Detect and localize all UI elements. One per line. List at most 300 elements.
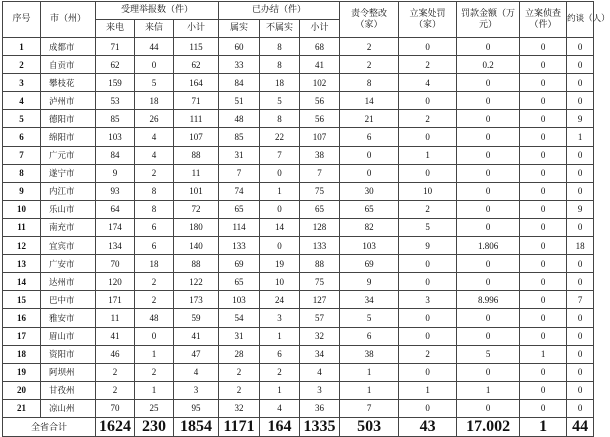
cell-letter: 44 — [135, 38, 174, 56]
cell-fine: 0 — [457, 128, 520, 146]
cell-index: 11 — [3, 218, 41, 236]
cell-letter: 1 — [135, 381, 174, 399]
cell-fine: 0 — [457, 182, 520, 200]
cell-done-subtotal: 65 — [300, 200, 340, 218]
cell-done-subtotal: 56 — [300, 110, 340, 128]
cell-letter: 5 — [135, 74, 174, 92]
cell-rectify: 34 — [340, 291, 399, 309]
cell-penalty: 2 — [399, 200, 457, 218]
cell-received-subtotal: 122 — [174, 273, 219, 291]
cell-city: 眉山市 — [41, 327, 96, 345]
cell-done-false: 8 — [260, 110, 300, 128]
total-letter: 230 — [135, 417, 174, 436]
total-row — [3, 417, 594, 436]
total-received-subtotal: 1854 — [174, 417, 219, 436]
cell-interview: 0 — [567, 74, 594, 92]
cell-rectify: 2 — [340, 56, 399, 74]
header-penalty-cases: 立案处罚（家） — [399, 2, 457, 38]
cell-investigation: 0 — [520, 110, 567, 128]
cell-done-subtotal: 32 — [300, 327, 340, 345]
cell-fine: 0 — [457, 146, 520, 164]
header-done-false: 不属实 — [260, 20, 300, 38]
cell-done-subtotal: 107 — [300, 128, 340, 146]
total-done-true: 1171 — [219, 417, 260, 436]
cell-done-false: 6 — [260, 345, 300, 363]
cell-done-true: 31 — [219, 146, 260, 164]
cell-received-subtotal: 101 — [174, 182, 219, 200]
cell-penalty: 0 — [399, 327, 457, 345]
cell-penalty: 1 — [399, 381, 457, 399]
cell-penalty: 2 — [399, 345, 457, 363]
cell-index: 21 — [3, 399, 41, 417]
cell-done-subtotal: 38 — [300, 146, 340, 164]
cell-investigation: 0 — [520, 309, 567, 327]
header-received-letter: 来信 — [135, 20, 174, 38]
cell-investigation: 0 — [520, 56, 567, 74]
cell-received-subtotal: 107 — [174, 128, 219, 146]
cell-phone: 71 — [96, 38, 135, 56]
table-row — [3, 345, 594, 363]
table-body — [3, 38, 594, 418]
cell-penalty: 5 — [399, 218, 457, 236]
cell-investigation: 0 — [520, 291, 567, 309]
cell-done-false: 1 — [260, 327, 300, 345]
cell-done-false: 0 — [260, 164, 300, 182]
cell-done-true: 69 — [219, 255, 260, 273]
cell-penalty: 0 — [399, 255, 457, 273]
cell-phone: 120 — [96, 273, 135, 291]
report-table-container — [2, 1, 610, 437]
cell-index: 6 — [3, 128, 41, 146]
table-row — [3, 128, 594, 146]
cell-index: 2 — [3, 56, 41, 74]
cell-phone: 171 — [96, 291, 135, 309]
cell-interview: 0 — [567, 381, 594, 399]
table-row — [3, 38, 594, 56]
cell-index: 16 — [3, 309, 41, 327]
cell-fine: 0 — [457, 218, 520, 236]
cell-index: 9 — [3, 182, 41, 200]
cell-fine: 1 — [457, 381, 520, 399]
cell-interview: 0 — [567, 218, 594, 236]
table-row — [3, 309, 594, 327]
cell-done-true: 28 — [219, 345, 260, 363]
cell-penalty: 0 — [399, 128, 457, 146]
cell-interview: 0 — [567, 255, 594, 273]
header-received-group: 受理举报数（件） — [96, 2, 219, 20]
cell-rectify: 0 — [340, 164, 399, 182]
cell-city: 达州市 — [41, 273, 96, 291]
cell-penalty: 0 — [399, 273, 457, 291]
cell-city: 攀枝花 — [41, 74, 96, 92]
cell-phone: 70 — [96, 255, 135, 273]
cell-rectify: 7 — [340, 399, 399, 417]
cell-fine: 0 — [457, 200, 520, 218]
cell-done-subtotal: 68 — [300, 38, 340, 56]
cell-phone: 85 — [96, 110, 135, 128]
cell-fine: 0 — [457, 273, 520, 291]
header-received-phone: 来电 — [96, 20, 135, 38]
cell-index: 15 — [3, 291, 41, 309]
cell-received-subtotal: 62 — [174, 56, 219, 74]
cell-interview: 0 — [567, 327, 594, 345]
cell-letter: 18 — [135, 92, 174, 110]
cell-rectify: 69 — [340, 255, 399, 273]
table-row — [3, 74, 594, 92]
cell-index: 10 — [3, 200, 41, 218]
cell-interview: 9 — [567, 200, 594, 218]
cell-letter: 4 — [135, 128, 174, 146]
cell-letter: 4 — [135, 146, 174, 164]
cell-done-false: 0 — [260, 237, 300, 255]
cell-city: 雅安市 — [41, 309, 96, 327]
cell-letter: 8 — [135, 182, 174, 200]
table-row — [3, 381, 594, 399]
cell-done-subtotal: 127 — [300, 291, 340, 309]
cell-investigation: 0 — [520, 363, 567, 381]
cell-received-subtotal: 88 — [174, 255, 219, 273]
header-fine-amount: 罚款金额（万元） — [457, 2, 520, 38]
cell-done-true: 33 — [219, 56, 260, 74]
cell-received-subtotal: 115 — [174, 38, 219, 56]
cell-phone: 103 — [96, 128, 135, 146]
header-city: 市（州） — [41, 2, 96, 38]
cell-done-false: 22 — [260, 128, 300, 146]
cell-phone: 93 — [96, 182, 135, 200]
cell-rectify: 30 — [340, 182, 399, 200]
cell-fine: 0 — [457, 309, 520, 327]
cell-done-true: 31 — [219, 327, 260, 345]
cell-done-true: 133 — [219, 237, 260, 255]
cell-index: 3 — [3, 74, 41, 92]
cell-phone: 41 — [96, 327, 135, 345]
cell-index: 20 — [3, 381, 41, 399]
cell-interview: 0 — [567, 146, 594, 164]
cell-penalty: 0 — [399, 363, 457, 381]
table-row — [3, 327, 594, 345]
cell-city: 德阳市 — [41, 110, 96, 128]
cell-done-false: 14 — [260, 218, 300, 236]
table-header — [3, 2, 610, 38]
cell-done-false: 8 — [260, 38, 300, 56]
cell-investigation: 0 — [520, 237, 567, 255]
cell-city: 广元市 — [41, 146, 96, 164]
cell-done-true: 84 — [219, 74, 260, 92]
cell-rectify: 103 — [340, 237, 399, 255]
cell-received-subtotal: 111 — [174, 110, 219, 128]
cell-done-subtotal: 57 — [300, 309, 340, 327]
cell-fine: 0 — [457, 255, 520, 273]
total-fine: 17.002 — [457, 417, 520, 436]
cell-received-subtotal: 140 — [174, 237, 219, 255]
table-row — [3, 56, 594, 74]
cell-done-false: 1 — [260, 182, 300, 200]
cell-letter: 25 — [135, 399, 174, 417]
cell-done-false: 3 — [260, 309, 300, 327]
cell-investigation: 0 — [520, 255, 567, 273]
cell-fine: 0 — [457, 74, 520, 92]
cell-done-subtotal: 75 — [300, 273, 340, 291]
cell-index: 7 — [3, 146, 41, 164]
header-received-subtotal: 小计 — [174, 20, 219, 38]
cell-received-subtotal: 41 — [174, 327, 219, 345]
cell-done-subtotal: 75 — [300, 182, 340, 200]
total-done-subtotal: 1335 — [300, 417, 340, 436]
cell-index: 19 — [3, 363, 41, 381]
cell-interview: 0 — [567, 273, 594, 291]
cell-letter: 6 — [135, 218, 174, 236]
cell-done-subtotal: 128 — [300, 218, 340, 236]
cell-phone: 134 — [96, 237, 135, 255]
cell-penalty: 0 — [399, 92, 457, 110]
table-footer — [3, 417, 594, 436]
cell-done-true: 54 — [219, 309, 260, 327]
cell-investigation: 0 — [520, 381, 567, 399]
cell-index: 17 — [3, 327, 41, 345]
cell-city: 乐山市 — [41, 200, 96, 218]
cell-received-subtotal: 180 — [174, 218, 219, 236]
cell-fine: 0.2 — [457, 56, 520, 74]
table-row — [3, 92, 594, 110]
cell-penalty: 4 — [399, 74, 457, 92]
table-row — [3, 237, 594, 255]
cell-interview: 0 — [567, 399, 594, 417]
cell-done-true: 65 — [219, 273, 260, 291]
header-done-subtotal: 小计 — [300, 20, 340, 38]
cell-interview: 0 — [567, 182, 594, 200]
cell-done-subtotal: 4 — [300, 363, 340, 381]
cell-fine: 0 — [457, 399, 520, 417]
table-row — [3, 399, 594, 417]
cell-index: 1 — [3, 38, 41, 56]
cell-city: 巴中市 — [41, 291, 96, 309]
cell-rectify: 9 — [340, 273, 399, 291]
cell-done-true: 74 — [219, 182, 260, 200]
total-phone: 1624 — [96, 417, 135, 436]
cell-fine: 1.806 — [457, 237, 520, 255]
cell-phone: 11 — [96, 309, 135, 327]
total-interview: 44 — [567, 417, 594, 436]
cell-letter: 26 — [135, 110, 174, 128]
cell-penalty: 0 — [399, 38, 457, 56]
cell-interview: 7 — [567, 291, 594, 309]
total-investigation: 1 — [520, 417, 567, 436]
cell-interview: 0 — [567, 309, 594, 327]
cell-received-subtotal: 72 — [174, 200, 219, 218]
cell-investigation: 0 — [520, 38, 567, 56]
cell-phone: 9 — [96, 164, 135, 182]
cell-investigation: 0 — [520, 182, 567, 200]
header-investigation: 立案侦查（件） — [520, 2, 567, 38]
header-index: 序号 — [3, 2, 41, 38]
cell-letter: 2 — [135, 273, 174, 291]
cell-done-subtotal: 88 — [300, 255, 340, 273]
cell-done-true: 60 — [219, 38, 260, 56]
cell-fine: 8.996 — [457, 291, 520, 309]
cell-fine: 5 — [457, 345, 520, 363]
cell-received-subtotal: 59 — [174, 309, 219, 327]
cell-received-subtotal: 4 — [174, 363, 219, 381]
header-rectify: 责令整改（家） — [340, 2, 399, 38]
cell-city: 资阳市 — [41, 345, 96, 363]
cell-letter: 18 — [135, 255, 174, 273]
cell-city: 成都市 — [41, 38, 96, 56]
cell-done-false: 4 — [260, 399, 300, 417]
cell-fine: 0 — [457, 38, 520, 56]
cell-rectify: 1 — [340, 381, 399, 399]
cell-done-subtotal: 102 — [300, 74, 340, 92]
cell-city: 宜宾市 — [41, 237, 96, 255]
cell-done-subtotal: 56 — [300, 92, 340, 110]
cell-interview: 0 — [567, 363, 594, 381]
cell-penalty: 1 — [399, 146, 457, 164]
cell-fine: 0 — [457, 110, 520, 128]
cell-investigation: 0 — [520, 128, 567, 146]
table-row — [3, 218, 594, 236]
cell-phone: 159 — [96, 74, 135, 92]
cell-rectify: 5 — [340, 309, 399, 327]
cell-rectify: 8 — [340, 74, 399, 92]
cell-interview: 0 — [567, 38, 594, 56]
cell-investigation: 0 — [520, 74, 567, 92]
cell-city: 遂宁市 — [41, 164, 96, 182]
cell-done-subtotal: 133 — [300, 237, 340, 255]
cell-penalty: 0 — [399, 164, 457, 182]
cell-done-subtotal: 36 — [300, 399, 340, 417]
cell-rectify: 6 — [340, 128, 399, 146]
cell-done-true: 103 — [219, 291, 260, 309]
cell-letter: 2 — [135, 363, 174, 381]
cell-received-subtotal: 173 — [174, 291, 219, 309]
cell-letter: 2 — [135, 291, 174, 309]
cell-fine: 0 — [457, 327, 520, 345]
cell-investigation: 1 — [520, 345, 567, 363]
header-interview: 约谈（人） — [567, 2, 594, 38]
cell-letter: 6 — [135, 237, 174, 255]
cell-investigation: 0 — [520, 164, 567, 182]
cell-phone: 2 — [96, 363, 135, 381]
cell-interview: 9 — [567, 110, 594, 128]
cell-done-false: 10 — [260, 273, 300, 291]
cell-fine: 0 — [457, 363, 520, 381]
table-row — [3, 291, 594, 309]
cell-penalty: 10 — [399, 182, 457, 200]
cell-done-false: 1 — [260, 381, 300, 399]
cell-city: 阿坝州 — [41, 363, 96, 381]
total-done-false: 164 — [260, 417, 300, 436]
cell-done-false: 24 — [260, 291, 300, 309]
cell-done-true: 2 — [219, 381, 260, 399]
cell-phone: 64 — [96, 200, 135, 218]
cell-letter: 1 — [135, 345, 174, 363]
cell-penalty: 2 — [399, 56, 457, 74]
cell-received-subtotal: 11 — [174, 164, 219, 182]
cell-letter: 8 — [135, 200, 174, 218]
cell-done-false: 5 — [260, 92, 300, 110]
cell-phone: 70 — [96, 399, 135, 417]
cell-interview: 18 — [567, 237, 594, 255]
cell-done-false: 0 — [260, 200, 300, 218]
cell-investigation: 0 — [520, 273, 567, 291]
cell-done-subtotal: 3 — [300, 381, 340, 399]
cell-received-subtotal: 71 — [174, 92, 219, 110]
total-penalty: 43 — [399, 417, 457, 436]
cell-penalty: 3 — [399, 291, 457, 309]
cell-done-false: 19 — [260, 255, 300, 273]
cell-rectify: 21 — [340, 110, 399, 128]
cell-rectify: 65 — [340, 200, 399, 218]
cell-investigation: 0 — [520, 200, 567, 218]
cell-done-false: 7 — [260, 146, 300, 164]
cell-done-subtotal: 41 — [300, 56, 340, 74]
total-label: 全省合计 — [3, 417, 96, 436]
cell-fine: 0 — [457, 92, 520, 110]
cell-received-subtotal: 47 — [174, 345, 219, 363]
cell-city: 甘孜州 — [41, 381, 96, 399]
cell-fine: 0 — [457, 164, 520, 182]
cell-done-true: 114 — [219, 218, 260, 236]
statistics-table — [2, 1, 610, 437]
cell-investigation: 0 — [520, 218, 567, 236]
cell-phone: 174 — [96, 218, 135, 236]
cell-done-true: 51 — [219, 92, 260, 110]
cell-done-true: 65 — [219, 200, 260, 218]
cell-done-subtotal: 34 — [300, 345, 340, 363]
cell-letter: 0 — [135, 56, 174, 74]
cell-received-subtotal: 164 — [174, 74, 219, 92]
cell-city: 广安市 — [41, 255, 96, 273]
cell-interview: 0 — [567, 345, 594, 363]
cell-letter: 48 — [135, 309, 174, 327]
cell-done-true: 48 — [219, 110, 260, 128]
cell-rectify: 14 — [340, 92, 399, 110]
cell-penalty: 9 — [399, 237, 457, 255]
table-row — [3, 164, 594, 182]
cell-rectify: 6 — [340, 327, 399, 345]
cell-index: 13 — [3, 255, 41, 273]
cell-interview: 0 — [567, 56, 594, 74]
cell-city: 自贡市 — [41, 56, 96, 74]
cell-index: 4 — [3, 92, 41, 110]
cell-index: 14 — [3, 273, 41, 291]
table-row — [3, 273, 594, 291]
cell-city: 南充市 — [41, 218, 96, 236]
cell-done-false: 2 — [260, 363, 300, 381]
header-done-group: 已办结（件） — [219, 2, 340, 20]
cell-phone: 53 — [96, 92, 135, 110]
cell-received-subtotal: 3 — [174, 381, 219, 399]
table-row — [3, 255, 594, 273]
cell-rectify: 2 — [340, 38, 399, 56]
cell-interview: 0 — [567, 92, 594, 110]
cell-done-false: 18 — [260, 74, 300, 92]
cell-phone: 2 — [96, 381, 135, 399]
cell-done-subtotal: 7 — [300, 164, 340, 182]
cell-city: 泸州市 — [41, 92, 96, 110]
cell-index: 18 — [3, 345, 41, 363]
cell-city: 凉山州 — [41, 399, 96, 417]
cell-rectify: 0 — [340, 146, 399, 164]
cell-done-true: 2 — [219, 363, 260, 381]
cell-received-subtotal: 88 — [174, 146, 219, 164]
cell-interview: 0 — [567, 164, 594, 182]
cell-done-false: 8 — [260, 56, 300, 74]
cell-penalty: 0 — [399, 309, 457, 327]
cell-city: 绵阳市 — [41, 128, 96, 146]
total-rectify: 503 — [340, 417, 399, 436]
cell-investigation: 0 — [520, 327, 567, 345]
cell-penalty: 2 — [399, 110, 457, 128]
